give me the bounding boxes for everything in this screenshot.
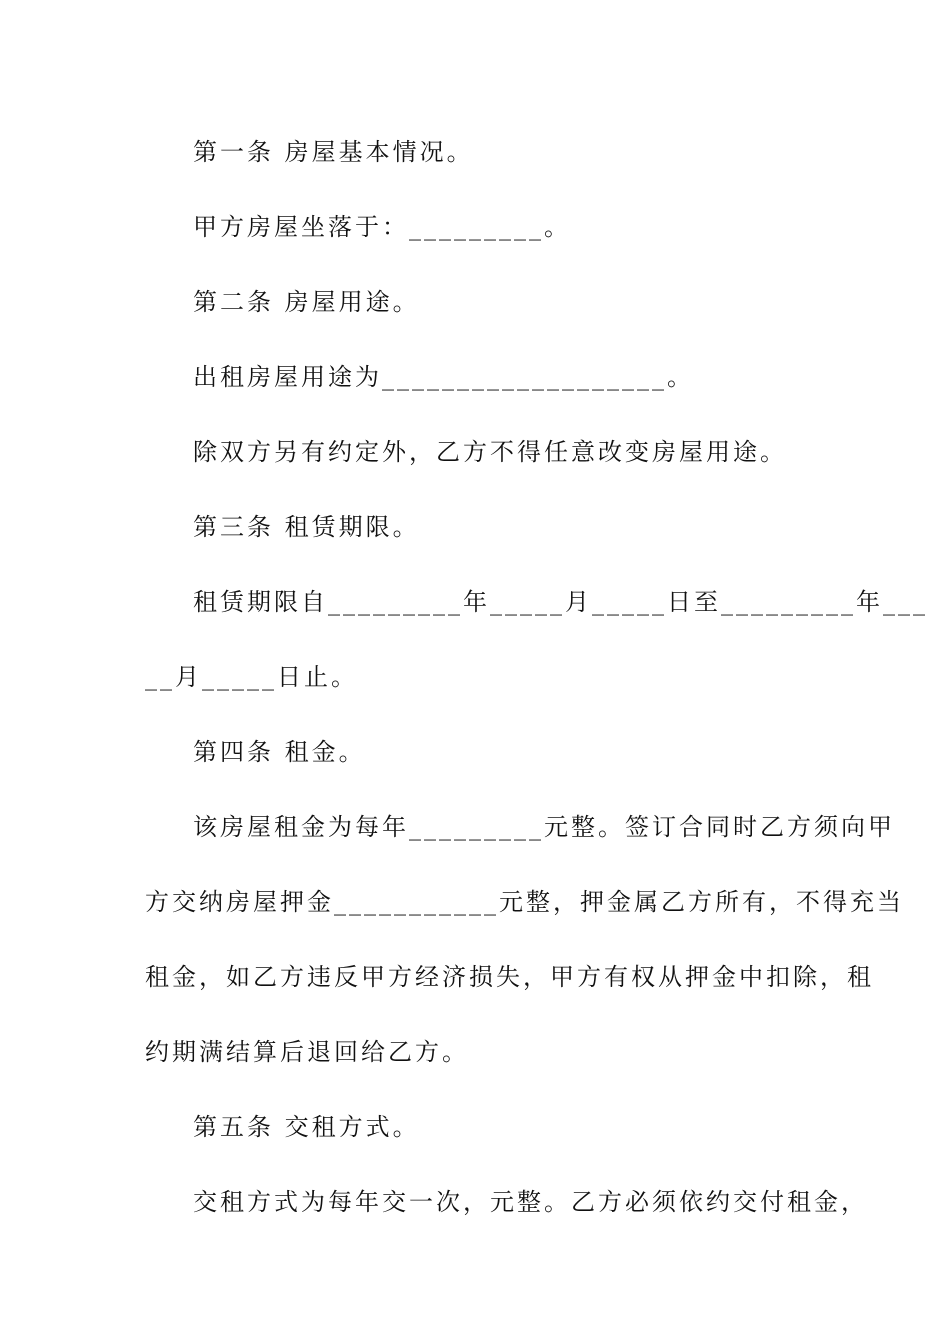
article-1-heading: 第一条 房屋基本情况。 — [193, 138, 474, 166]
rent-line-4: 约期满结算后退回给乙方。 — [145, 1038, 469, 1066]
article-3-heading: 第三条 租赁期限。 — [193, 513, 420, 541]
house-use-line: 出租房屋用途为___________________。 — [193, 363, 694, 391]
use-restriction-line: 除双方另有约定外，乙方不得任意改变房屋用途。 — [193, 438, 787, 466]
article-2-heading: 第二条 房屋用途。 — [193, 288, 420, 316]
rent-line-2: 方交纳房屋押金___________元整，押金属乙方所有，不得充当 — [145, 888, 904, 916]
rent-line-3: 租金，如乙方违反甲方经济损失，甲方有权从押金中扣除，租 — [145, 963, 874, 991]
article-4-heading: 第四条 租金。 — [193, 738, 366, 766]
rent-line-1: 该房屋租金为每年_________元整。签订合同时乙方须向甲 — [193, 813, 895, 841]
article-5-heading: 第五条 交租方式。 — [193, 1113, 420, 1141]
lease-term-line-1: 租赁期限自_________年_____月_____日至_________年___ — [193, 588, 928, 616]
payment-method-line: 交租方式为每年交一次，元整。乙方必须依约交付租金， — [193, 1188, 868, 1216]
lease-term-line-2: __月_____日止。 — [145, 663, 358, 691]
house-location-line: 甲方房屋坐落于：_________。 — [193, 213, 571, 241]
